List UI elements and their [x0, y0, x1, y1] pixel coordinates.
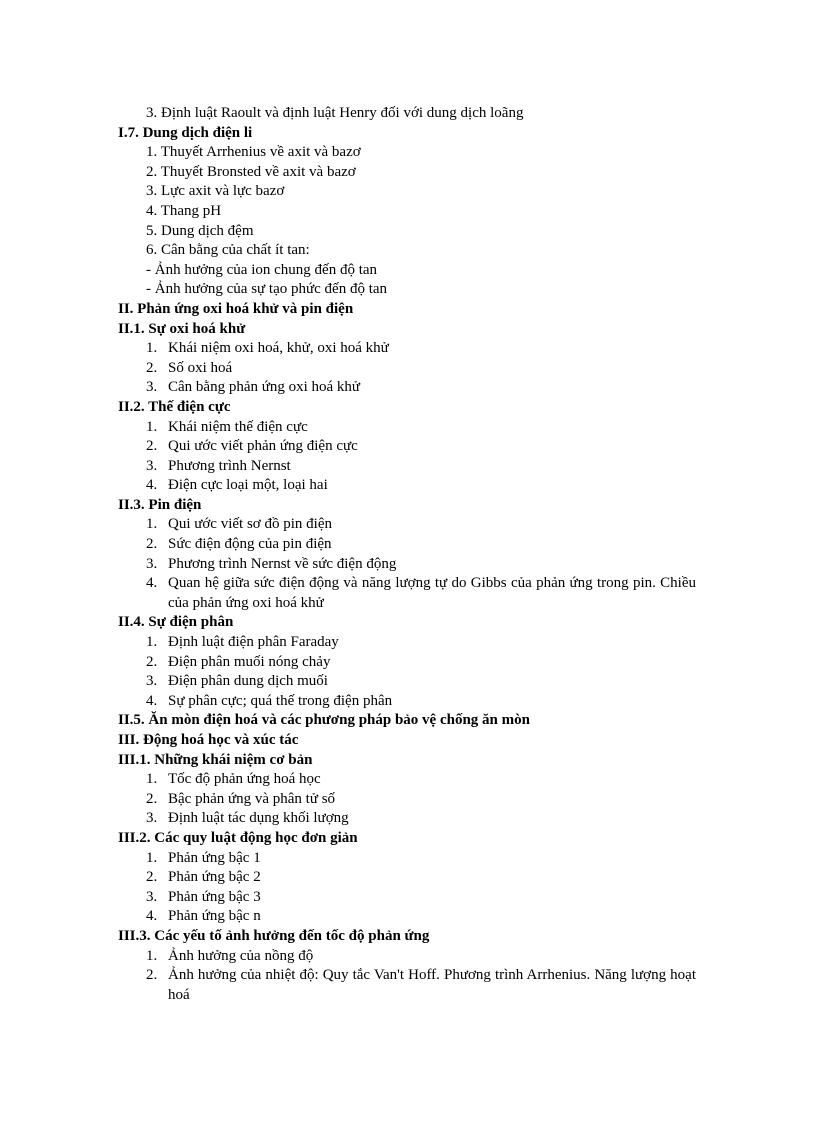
- section-heading: III.2. Các quy luật động học đơn giản: [118, 829, 358, 846]
- list-item-number: 3.: [146, 673, 158, 690]
- numbered-list-item: [118, 809, 696, 829]
- list-item-text: Phản ứng bậc 1: [168, 849, 261, 866]
- list-item-number: 3.: [146, 888, 158, 905]
- numbered-list-item: [118, 966, 696, 1005]
- list-item-number: 2.: [146, 967, 158, 984]
- list-item-text: Phản ứng bậc 3: [168, 888, 261, 905]
- numbered-list-item: [118, 672, 696, 692]
- numbered-list-item: [118, 907, 696, 927]
- list-item-text: Quan hệ giữa sức điện động và năng lượng tự do Gibbs của phản ứng trong pin. Chiều của phản ứng oxi hoá khử: [168, 575, 696, 611]
- list-item-text: Qui ước viết sơ đồ pin điện: [168, 516, 332, 533]
- numbered-list-item: [118, 770, 696, 790]
- numbered-list-item: [118, 868, 696, 888]
- list-item-number: 3.: [146, 810, 158, 827]
- numbered-list-item: [118, 849, 696, 869]
- numbered-list-item: [118, 339, 696, 359]
- list-item-text: Điện cực loại một, loại hai: [168, 477, 328, 494]
- section-heading: I.7. Dung dịch điện li: [118, 124, 253, 141]
- list-item: - Ảnh hưởng của ion chung đến độ tan: [146, 261, 378, 278]
- list-item-number: 2.: [146, 869, 158, 886]
- list-item-text: Định luật tác dụng khối lượng: [168, 810, 349, 827]
- list-item-text: Điện phân dung dịch muối: [168, 673, 328, 690]
- section-heading: III. Động hoá học và xúc tác: [118, 732, 299, 748]
- list-item: 1. Thuyết Arrhenius về axit và bazơ: [146, 144, 361, 161]
- list-item-number: 2.: [146, 790, 158, 807]
- list-item-text: Số oxi hoá: [168, 359, 233, 376]
- list-item-text: Khái niệm oxi hoá, khử, oxi hoá khử: [168, 340, 389, 357]
- list-item-text: Phương trình Nernst về sức điện động: [168, 555, 397, 572]
- list-item-text: Khái niệm thế điện cực: [168, 418, 308, 435]
- list-item: - Ảnh hưởng của sự tạo phức đến độ tan: [146, 281, 388, 298]
- numbered-list-item: [118, 633, 696, 653]
- list-item-text: Định luật điện phân Faraday: [168, 634, 339, 651]
- list-item-text: Điện phân muối nóng chảy: [168, 653, 331, 670]
- document-content: [118, 104, 696, 1005]
- numbered-list-item: [118, 515, 696, 535]
- section-heading: II.2. Thế điện cực: [118, 398, 231, 415]
- list-item-number: 4.: [146, 575, 158, 592]
- list-item-text: Qui ước viết phản ứng điện cực: [168, 438, 358, 455]
- list-item-number: 2.: [146, 359, 158, 376]
- numbered-list-item: [118, 378, 696, 398]
- list-item: 3. Định luật Raoult và định luật Henry đối với dung dịch loãng: [146, 105, 524, 121]
- list-item-number: 2.: [146, 438, 158, 455]
- numbered-list-item: [118, 555, 696, 575]
- numbered-list-item: [118, 535, 696, 555]
- numbered-list-item: [118, 476, 696, 496]
- list-item: 4. Thang pH: [146, 202, 222, 219]
- list-item-text: Tốc độ phản ứng hoá học: [168, 771, 321, 788]
- list-item-text: Phản ứng bậc 2: [168, 869, 261, 886]
- numbered-list-item: [118, 888, 696, 908]
- list-item-number: 1.: [146, 849, 158, 866]
- list-item-number: 1.: [146, 516, 158, 533]
- list-item-number: 2.: [146, 653, 158, 670]
- section-heading: II. Phản ứng oxi hoá khử và pin điện: [118, 300, 354, 317]
- list-item-text: Sự phân cực; quá thế trong điện phân: [168, 692, 393, 709]
- list-item-number: 3.: [146, 555, 158, 572]
- list-item-number: 2.: [146, 536, 158, 553]
- list-item-text: Sức điện động của pin điện: [168, 536, 332, 553]
- numbered-list-item: [118, 653, 696, 673]
- section-heading: II.4. Sự điện phân: [118, 614, 234, 631]
- list-item-number: 1.: [146, 634, 158, 651]
- list-item-number: 4.: [146, 908, 158, 925]
- list-item: 5. Dung dịch đệm: [146, 222, 254, 239]
- list-item-number: 3.: [146, 457, 158, 474]
- numbered-list-item: [118, 947, 696, 967]
- list-item-text: Bậc phản ứng và phân tử số: [168, 790, 336, 807]
- section-heading: II.5. Ăn mòn điện hoá và các phương pháp bảo vệ chống ăn mòn: [118, 712, 530, 729]
- list-item-text: Ảnh hưởng của nhiệt độ: Quy tắc Van't Hoff. Phương trình Arrhenius. Năng lượng hoạt hoá: [168, 967, 696, 1003]
- list-item-text: Cân bằng phản ứng oxi hoá khử: [168, 379, 361, 396]
- list-item-number: 1.: [146, 340, 158, 357]
- numbered-list-item: [118, 418, 696, 438]
- numbered-list-item: [118, 790, 696, 810]
- list-item-number: 1.: [146, 947, 158, 964]
- list-item: 3. Lực axit và lực bazơ: [146, 183, 285, 200]
- list-item-text: Ảnh hưởng của nồng độ: [168, 947, 314, 964]
- section-heading: III.3. Các yếu tố ảnh hưởng đến tốc độ phản ứng: [118, 927, 430, 944]
- list-item-number: 4.: [146, 692, 158, 709]
- section-heading: II.3. Pin điện: [118, 496, 202, 513]
- list-item-number: 1.: [146, 771, 158, 788]
- numbered-list-item: [118, 692, 696, 712]
- numbered-list-item: [118, 437, 696, 457]
- section-heading: III.1. Những khái niệm cơ bản: [118, 751, 313, 768]
- list-item-text: Phương trình Nernst: [168, 457, 291, 474]
- list-item-number: 3.: [146, 379, 158, 396]
- numbered-list-item: [118, 457, 696, 477]
- section-heading: II.1. Sự oxi hoá khử: [118, 320, 246, 337]
- list-item-number: 1.: [146, 418, 158, 435]
- list-item-text: Phản ứng bậc n: [168, 908, 261, 925]
- numbered-list-item: [118, 574, 696, 613]
- list-item-number: 4.: [146, 477, 158, 494]
- list-item: 2. Thuyết Bronsted về axit và bazơ: [146, 163, 356, 180]
- numbered-list-item: [118, 359, 696, 379]
- list-item: 6. Cân bằng của chất ít tan:: [146, 242, 310, 259]
